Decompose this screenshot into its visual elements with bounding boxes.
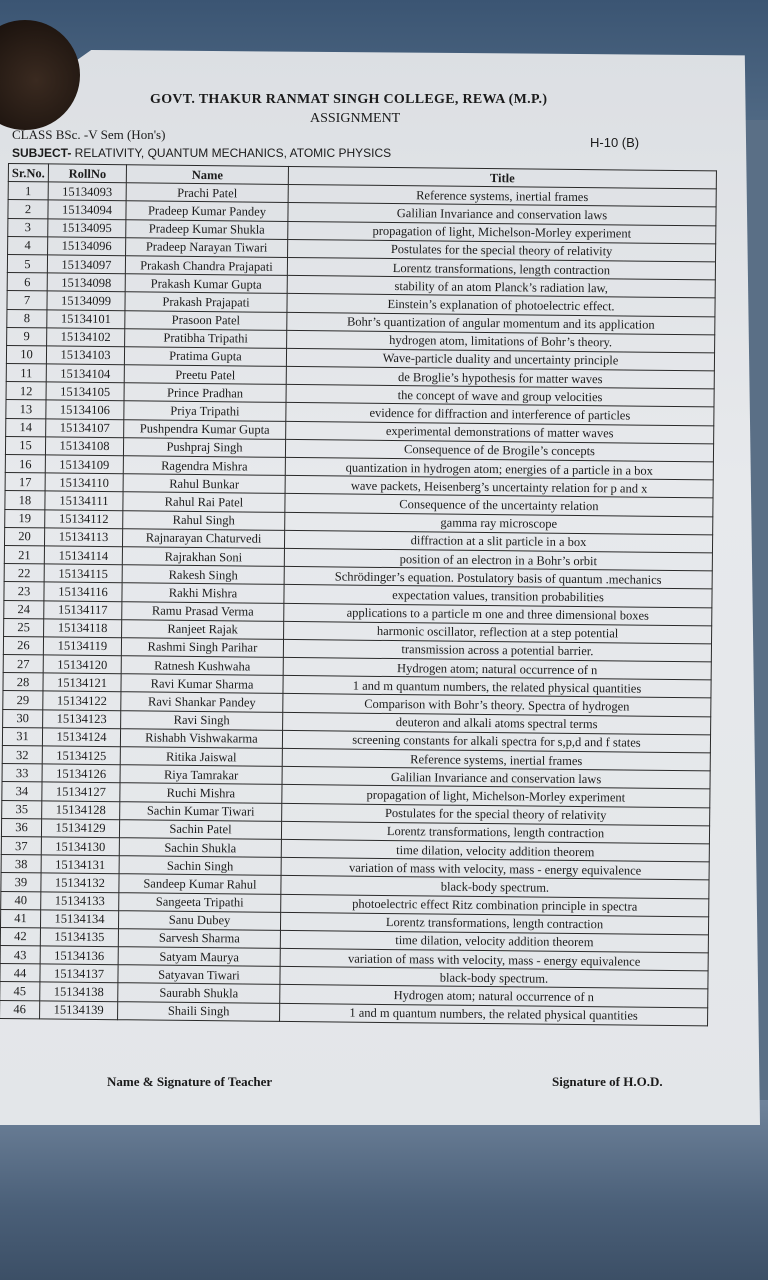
roll-no-cell: 15134110 [45,473,123,492]
sr-no-cell: 31 [2,727,42,746]
roll-no-cell: 15134106 [46,400,124,419]
assignment-title-cell: Lorentz transformations, length contraction [287,257,715,280]
assignment-title-cell: screening constants for alkali spectra for s,p,d and f states [282,730,710,753]
sr-no-cell: 32 [2,745,42,764]
col-header-title: Title [288,166,716,189]
sr-no-cell: 21 [4,545,44,564]
roll-no-cell: 15134130 [41,837,119,856]
student-name-cell: Ragendra Mishra [123,456,285,476]
roll-no-cell: 15134104 [46,364,124,383]
assignment-title-cell: black-body spectrum. [281,876,709,899]
assignment-title-cell: Galilian Invariance and conservation laws [288,203,716,226]
sr-no-cell: 6 [7,273,47,292]
roll-no-cell: 15134103 [46,346,124,365]
roll-no-cell: 15134137 [40,964,118,983]
student-name-cell: Ramu Prasad Verma [122,601,284,621]
roll-no-cell: 15134097 [47,255,125,274]
student-name-cell: Ravi Singh [121,710,283,730]
student-name-cell: Pradeep Kumar Shukla [126,219,288,239]
roll-no-cell: 15134093 [48,182,126,201]
assignment-title-cell: Wave-particle duality and uncertainty principle [286,348,714,371]
student-name-cell: Pushpendra Kumar Gupta [124,419,286,439]
sr-no-cell: 26 [3,636,43,655]
sr-no-cell: 44 [0,964,40,983]
assignment-title-cell: evidence for diffraction and interference of particles [286,403,714,426]
sr-no-cell: 37 [1,836,41,855]
roll-no-cell: 15134116 [44,582,122,601]
student-name-cell: Ranjeet Rajak [122,619,284,639]
sr-no-cell: 40 [1,891,41,910]
assignment-title-cell: de Broglie’s hypothesis for matter waves [286,366,714,389]
col-header-name: Name [126,165,288,185]
roll-no-cell: 15134105 [46,382,124,401]
sr-no-cell: 27 [3,655,43,674]
sr-no-cell: 22 [4,564,44,583]
subject-label: SUBJECT- [12,146,72,160]
assignment-title-cell: propagation of light, Michelson-Morley experiment [288,221,716,244]
roll-no-cell: 15134129 [41,819,119,838]
student-name-cell: Sachin Patel [119,819,281,839]
student-name-cell: Priya Tripathi [124,401,286,421]
assignment-title-cell: wave packets, Heisenberg’s uncertainty relation for p and x [285,476,713,499]
assignment-title-cell: variation of mass with velocity, mass - energy equivalence [281,858,709,881]
roll-no-cell: 15134094 [48,200,126,219]
paper-code: H-10 (B) [590,135,640,150]
teacher-signature-label: Name & Signature of Teacher [107,1074,273,1089]
roll-no-cell: 15134122 [43,691,121,710]
sr-no-cell: 14 [6,418,46,437]
roll-no-cell: 15134131 [41,855,119,874]
student-name-cell: Ruchi Mishra [120,783,282,803]
student-name-cell: Riya Tamrakar [120,765,282,785]
student-name-cell: Prakash Kumar Gupta [125,274,287,294]
document-type: ASSIGNMENT [310,111,401,126]
student-name-cell: Pushpraj Singh [123,438,285,458]
sr-no-cell: 28 [3,673,43,692]
roll-no-cell: 15134117 [44,600,122,619]
sr-no-cell: 41 [0,909,40,928]
student-name-cell: Rakesh Singh [122,565,284,585]
student-name-cell: Preetu Patel [124,365,286,385]
assignment-title-cell: Postulates for the special theory of relativity [288,239,716,262]
roll-no-cell: 15134125 [42,746,120,765]
assignment-title-cell: Reference systems, inertial frames [288,185,716,208]
sr-no-cell: 7 [7,291,47,310]
roll-no-cell: 15134102 [47,328,125,347]
student-name-cell: Sanu Dubey [118,910,280,930]
roll-no-cell: 15134120 [43,655,121,674]
sr-no-cell: 19 [5,509,45,528]
roll-no-cell: 15134096 [48,237,126,256]
assignment-title-cell: propagation of light, Michelson-Morley experiment [282,785,710,808]
student-name-cell: Rishabh Vishwakarma [120,729,282,749]
college-name: GOVT. THAKUR RANMAT SINGH COLLEGE, REWA (M.P.) [150,92,548,107]
student-name-cell: Rahul Singh [123,510,285,530]
class-line: CLASS BSc. -V Sem (Hon's) [12,127,166,142]
assignment-title-cell: Postulates for the special theory of relativity [282,803,710,826]
sr-no-cell: 35 [2,800,42,819]
sr-no-cell: 9 [7,327,47,346]
student-name-cell: Sachin Kumar Tiwari [120,801,282,821]
roll-no-cell: 15134109 [45,455,123,474]
sr-no-cell: 16 [5,454,45,473]
assignment-title-cell: quantization in hydrogen atom; energies of a particle in a box [285,457,713,480]
assignment-title-cell: Schrödinger’s equation. Postulatory basis of quantum .mechanics [284,567,712,590]
sr-no-cell: 2 [8,200,48,219]
roll-no-cell: 15134115 [44,564,122,583]
sr-no-cell: 11 [6,364,46,383]
sr-no-cell: 20 [4,527,44,546]
assignment-title-cell: Consequence of de Brogile’s concepts [285,439,713,462]
assignment-title-cell: Einstein’s explanation of photoelectric effect. [287,294,715,317]
roll-no-cell: 15134135 [40,928,118,947]
sr-no-cell: 46 [0,1000,40,1019]
sr-no-cell: 25 [4,618,44,637]
student-name-cell: Ritika Jaiswal [120,747,282,767]
assignment-title-cell: Consequence of the uncertainty relation [285,494,713,517]
roll-no-cell: 15134121 [43,673,121,692]
roll-no-cell: 15134138 [40,982,118,1001]
col-header-rollno: RollNo [48,164,126,183]
student-name-cell: Sachin Shukla [119,838,281,858]
student-name-cell: Rashmi Singh Parihar [121,638,283,658]
assignment-title-cell: Comparison with Bohr’s theory. Spectra of hydrogen [283,694,711,717]
assignment-title-cell: experimental demonstrations of matter waves [286,421,714,444]
roll-no-cell: 15134139 [40,1001,118,1020]
sr-no-cell: 12 [6,382,46,401]
student-name-cell: Sarvesh Sharma [118,929,280,949]
assignment-title-cell: position of an electron in a Bohr’s orbit [284,548,712,571]
assignment-title-cell: gamma ray microscope [285,512,713,535]
sr-no-cell: 39 [1,873,41,892]
roll-no-cell: 15134134 [40,910,118,929]
roll-no-cell: 15134127 [42,782,120,801]
assignment-title-cell: Lorentz transformations, length contraction [281,821,709,844]
subject-value: RELATIVITY, QUANTUM MECHANICS, ATOMIC PHYSICS [71,146,392,160]
assignment-title-cell: Reference systems, inertial frames [282,748,710,771]
student-name-cell: Rajrakhan Soni [122,547,284,567]
sr-no-cell: 42 [0,927,40,946]
student-name-cell: Rajnarayan Chaturvedi [122,528,284,548]
assignment-title-cell: Lorentz transformations, length contraction [280,912,708,935]
student-name-cell: Prasoon Patel [125,310,287,330]
student-name-cell: Sandeep Kumar Rahul [119,874,281,894]
sr-no-cell: 18 [5,491,45,510]
student-name-cell: Saurabh Shukla [118,983,280,1003]
roll-no-cell: 15134098 [47,273,125,292]
sr-no-cell: 15 [5,436,45,455]
roll-no-cell: 15134126 [42,764,120,783]
sr-no-cell: 29 [3,691,43,710]
sr-no-cell: 24 [4,600,44,619]
student-name-cell: Satyam Maurya [118,947,280,967]
roll-no-cell: 15134095 [48,218,126,237]
sr-no-cell: 5 [7,254,47,273]
roll-no-cell: 15134123 [43,710,121,729]
table-body [0,182,716,1026]
roll-no-cell: 15134107 [46,419,124,438]
assignment-title-cell: transmission across a potential barrier. [283,639,711,662]
hod-signature-label: Signature of H.O.D. [552,1074,663,1089]
assignment-title-cell: stability of an atom Planck’s radiation law, [287,276,715,299]
sr-no-cell: 38 [1,855,41,874]
assignment-title-cell: expectation values, transition probabilities [284,585,712,608]
roll-no-cell: 15134108 [45,437,123,456]
roll-no-cell: 15134118 [44,619,122,638]
assignment-title-cell: Bohr’s quantization of angular momentum and its application [287,312,715,335]
sr-no-cell: 10 [6,345,46,364]
sr-no-cell: 43 [0,946,40,965]
roll-no-cell: 15134132 [41,873,119,892]
student-name-cell: Pradeep Kumar Pandey [126,201,288,221]
col-header-srno: Sr.No. [8,164,48,183]
roll-no-cell: 15134099 [47,291,125,310]
assignment-title-cell: hydrogen atom, limitations of Bohr’s theory. [287,330,715,353]
roll-no-cell: 15134101 [47,309,125,328]
assignment-title-cell: photoelectric effect Ritz combination principle in spectra [281,894,709,917]
sr-no-cell: 13 [6,400,46,419]
assignment-title-cell: the concept of wave and group velocities [286,385,714,408]
roll-no-cell: 15134112 [45,509,123,528]
desk-background-bottom [0,1100,768,1280]
student-name-cell: Prakash Chandra Prajapati [125,256,287,276]
sr-no-cell: 30 [3,709,43,728]
sr-no-cell: 45 [0,982,40,1001]
student-name-cell: Pratima Gupta [124,347,286,367]
roll-no-cell: 15134119 [43,637,121,656]
sr-no-cell: 3 [8,218,48,237]
student-name-cell: Satyavan Tiwari [118,965,280,985]
subject-line [12,146,391,160]
student-name-cell: Shaili Singh [118,1001,280,1021]
assignment-title-cell: 1 and m quantum numbers, the related physical quantities [283,676,711,699]
assignment-title-cell: 1 and m quantum numbers, the related physical quantities [280,1003,708,1026]
sr-no-cell: 36 [1,818,41,837]
assignment-title-cell: Hydrogen atom; natural occurrence of n [283,657,711,680]
sr-no-cell: 23 [4,582,44,601]
roll-no-cell: 15134111 [45,491,123,510]
roll-no-cell: 15134124 [42,728,120,747]
sr-no-cell: 34 [2,782,42,801]
assignment-title-cell: applications to a particle m one and three dimensional boxes [284,603,712,626]
student-name-cell: Ravi Kumar Sharma [121,674,283,694]
assignment-title-cell: time dilation, velocity addition theorem [280,930,708,953]
roll-no-cell: 15134114 [44,546,122,565]
roll-no-cell: 15134133 [41,891,119,910]
assignment-title-cell: Galilian Invariance and conservation laws [282,767,710,790]
student-name-cell: Prakash Prajapati [125,292,287,312]
assignment-title-cell: black-body spectrum. [280,967,708,990]
assignment-title-cell: deuteron and alkali atoms spectral terms [283,712,711,735]
student-name-cell: Sangeeta Tripathi [119,892,281,912]
assignment-table [0,163,717,1026]
student-name-cell: Rahul Bunkar [123,474,285,494]
assignment-title-cell: time dilation, velocity addition theorem [281,839,709,862]
sr-no-cell: 33 [2,764,42,783]
student-name-cell: Pratibha Tripathi [125,328,287,348]
assignment-title-cell: Hydrogen atom; natural occurrence of n [280,985,708,1008]
student-name-cell: Sachin Singh [119,856,281,876]
student-name-cell: Prince Pradhan [124,383,286,403]
student-name-cell: Ratnesh Kushwaha [121,656,283,676]
roll-no-cell: 15134128 [42,800,120,819]
student-name-cell: Rakhi Mishra [122,583,284,603]
assignment-title-cell: harmonic oscillator, reflection at a step potential [284,621,712,644]
sr-no-cell: 1 [8,182,48,201]
roll-no-cell: 15134136 [40,946,118,965]
roll-no-cell: 15134113 [44,528,122,547]
assignment-title-cell: diffraction at a slit particle in a box [284,530,712,553]
sr-no-cell: 4 [8,236,48,255]
sr-no-cell: 8 [7,309,47,328]
student-name-cell: Pradeep Narayan Tiwari [126,237,288,257]
student-name-cell: Ravi Shankar Pandey [121,692,283,712]
student-name-cell: Rahul Rai Patel [123,492,285,512]
student-name-cell: Prachi Patel [126,183,288,203]
assignment-title-cell: variation of mass with velocity, mass - energy equivalence [280,948,708,971]
sr-no-cell: 17 [5,473,45,492]
